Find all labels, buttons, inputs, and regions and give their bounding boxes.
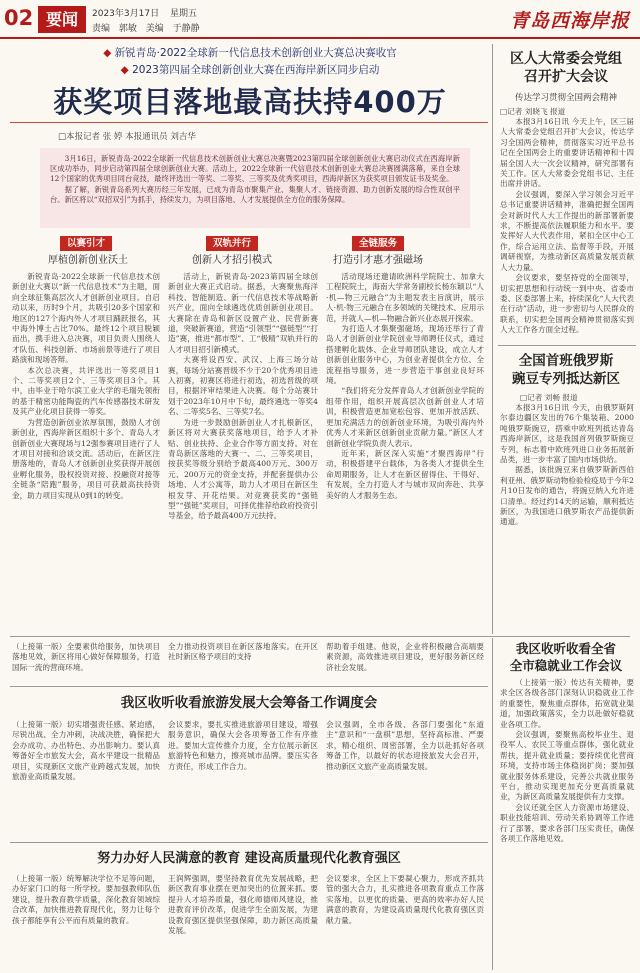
sidebar-title-3: 全国首班俄罗斯 (518, 353, 614, 369)
lead-summary (40, 148, 470, 228)
masthead (0, 0, 640, 38)
masthead-rule (0, 37, 640, 39)
lead-kicker-1: ◆ 新锐青岛·2022全球新一代信息技术创新创业大赛总决赛收官 (103, 47, 397, 59)
lead-headline: 获奖项目落地最高扶持400万 (53, 85, 447, 119)
art-label: 美编 (145, 24, 164, 34)
weekday: 星期五 (169, 9, 197, 19)
issue-date (92, 6, 197, 19)
section-subtitle-1: 厚植创新创业沃土 (48, 255, 128, 266)
sidebar-subtitle: 传达学习贯彻全国两会精神 (514, 93, 617, 103)
sidebar-title-4: 豌豆专列抵达新区 (512, 371, 620, 387)
diamond-icon: ◆ (103, 47, 112, 59)
continued-column-1: （上接第一版）全要素供给服务，加快项目落地见效，新区将用心做好保障服务，打造国际一流的营商环境。 (12, 642, 160, 672)
sidebar-byline: □记者 刘晓飞 报道 (500, 107, 566, 116)
story2-column-1: （上接第一版）切实增强责任感、紧迫感，尽锐出战、全力冲刺，决战决胜，确保把大会办成功、办出特色、办出影响力。要认真筹备好全市旅发大会，高水平建设一批精品项目，实现新区文旅产业跨越式发展，加快旅游业高质量发展。 (12, 720, 160, 782)
editor-name: 郭敏 (118, 24, 137, 34)
lead-divider (10, 122, 488, 123)
section-badge: 要闻 (38, 6, 86, 33)
summary-paragraph: 3月16日，新锐青岛·2022全球新一代信息技术创新创业大赛总决赛暨2023第四届全球创新创业大赛启动仪式在西海岸新区成功举办，同步启动第四届全球创新创业大赛。活动上，2022全球新一代信息技术创新创业大赛总决赛圆满落幕，来自全球12个国家的优秀项目同台竞技，最终评选出一等奖、二等奖、三等奖及优秀奖项目，西海岸新区为获奖项目颁发证书及奖金。 (50, 154, 460, 184)
editor-label: 责编 (92, 24, 111, 34)
section-divider (10, 636, 630, 637)
section-subtitle-2: 创新人才招引模式 (192, 255, 272, 266)
section-tag-2: 双轨并行 (206, 236, 258, 251)
section-tag-3: 全链服务 (352, 236, 404, 251)
story3-headline: 努力办好人民满意的教育 建设高质量现代化教育强区 (97, 851, 401, 866)
section-subtitle-3: 打造引才惠才强磁场 (333, 255, 423, 266)
story2-divider (10, 842, 488, 843)
lead-byline: □本报记者 张 婷 本报通讯员 刘吉华 (58, 132, 196, 142)
story2-headline: 我区收听收看旅游发展大会筹备工作调度会 (120, 695, 378, 711)
lead-column-3: 活动现场还邀请欧洲科学院院士、加拿大工程院院士，海南大学常务副校长杨东颖以“人·机—物三元融合”为主题发表主旨演讲，展示人·机·物三元融合在多领域的关键技术、应用示范，并就人—机—物融合新兴业态展开探索。 为打造人才集聚强磁场，现场还举行了青岛人才创新创业学院创业导师聘任仪式，通过搭建孵化载体、企业导师团队建设，成立人才创新创业服务中心，为创业者提供全方位、全流程指导服务，进一步营造干事创业良好环境。 “我们将充分发挥青岛人才创新创业学院的组带作用，组织开展高层次创新创业人才培训，积极营造更加宽松包容、更加开放活跃、更加充满活力的创新创业环境，为吸引海内外优秀人才来新区创新创业贡献力量。”新区人才创新创业学院负责人表示。 近年来，新区深入实施“才聚西海岸”行动，积极搭建平台载体，为各类人才提供全生命周期服务，让人才在新区留得住、干得好、有发展，全力打造人才与城市双向奔赴、共享美好的人才服务生态。 (326, 272, 484, 500)
sidebar-title-2: 召开扩大会议 (524, 69, 608, 85)
continued-column-3: 帮助着手组建。他说，企业将积极融合高端要素资源，高效推进项目建设，更好服务新区经济社会发展。 (326, 642, 484, 672)
sidebar-byline-2: □记者 刘畅 报道 (520, 393, 578, 402)
diamond-icon: ◆ (120, 64, 129, 76)
date: 2023年3月17日 (92, 9, 160, 19)
story3-column-2: 王润辉强调，要坚持教育优先发展战略，把新区教育事业摆在更加突出的位置来抓。要提升人才培养质量，强化师德师风建设，推进教育评价改革，促进学生全面发展，为建设教育强区提供坚强保障，助力新区高质量发展。 (168, 874, 318, 936)
continued-column-2: 全力推动投资项目在新区落地落实。在开区社时新区格予项目的支持 (168, 642, 318, 662)
section-tag-1: 以赛引才 (60, 236, 112, 251)
sidebar-title-6: 全市稳就业工作会议 (509, 658, 623, 673)
lead-kicker-2: ◆ 2023第四届全球创新创业大赛在西海岸新区同步启动 (120, 64, 380, 76)
sidebar-body-2: 本报3月16日讯 今天，由俄罗斯阿尔泰边疆区发出的76个集装箱、2000吨俄罗斯豌豆，搭乘中欧班列抵达青岛西海岸新区，这是我国首列俄罗斯豌豆专列，标志着中欧班列进口业务拓展新品类，进一步丰富了国内市场供给。 据悉，该批豌豆来自俄罗斯新西伯利亚州、俄罗斯动物检验检疫局于今年2月10日发布的通告，将豌豆纳入允许进口清单。经过约14天的运输，顺利抵达新区，为我国进口俄罗斯农产品提供新通道。 (500, 403, 634, 527)
lead-column-1: 新锐青岛·2022全球新一代信息技术创新创业大赛以“新一代信息技术”为主题，面向全球征集高层次人才创新创业项目。自启动以来，历时9个月，共吸引20多个国家和地区的127个海内外人才项目踊跃报名，其中海外博士占比70%。最终12个项目脱颖而出，携手进入总决赛，项目负责人围绕人才队伍、科技创新、市场前景等进行了项目路演和现场答辩。 本次总决赛，共评选出一等奖项目1个、二等奖项目2个、三等奖项目3个。其中，由毕业于哈尔滨工业大学的毛瑞先领衔的基于精密功能陶瓷的汽车传感器技术研发及其产业化项目获得一等奖。 为营造创新创业浓厚氛围，鼓励人才创新创业，西海岸新区组织十多个、青岛人才创新创业大赛现场与12强参赛项目进行了人才项目对接和洽谈交流。活动后，在新区注册落地的，青岛人才创新创业奖获得开展创业孵化服务，股权投资对接、投融资对接等全链条“陪跑”服务，项目可获最高扶持资金，助力项目实现从0到1的转变。 (12, 272, 160, 500)
sidebar-body: 本报3月16日讯 今天上午，区三届人大常委会党组召开扩大会议，传达学习全国两会精神，贯彻落实习近平总书记在全国两会上的重要讲话精神和十四届全国人大一次会议精神，研究部署有关工作。区人大常委会党组书记、主任出席并讲话。 会议强调，要深入学习领会习近平总书记重要讲话精神，准确把握全国两会对新时代人大工作提出的新部署新要求，不断提高依法履职能力和水平。要发挥好人大代表作用，紧扣全区中心工作，综合运用立法、监督等手段，开展调研视察，为推动新区高质量发展贡献人大力量。 会议要求，要坚持党的全面领导，切实把思想和行动统一到中央、省委市委、区委部署上来，持续深化“人大代表在行动”活动，进一步密切与人民群众的联系，切实把全国两会精神贯彻落实到人大工作各方面全过程。 (500, 117, 634, 335)
art-name: 于静静 (172, 24, 200, 34)
story2-column-3: 会议强调，全市各级、各部门要强化“东道主”意识和“一盘棋”思想，坚持高标准、严要求，精心组织、周密部署，全力以赴抓好各项筹备工作，以最好的状态迎接旅发大会召开，推动新区文旅产业高质量发展。 (326, 720, 484, 771)
story2-column-2: 会议要求，要扎实推进旅游项目建设，增强服务意识，确保大会各项筹备工作有序推进。要加大宣传推介力度，全方位展示新区旅游特色和魅力，擦亮城市品牌。要压实各方责任，形成工作合力。 (168, 720, 318, 771)
summary-paragraph: 据了解，新锐青岛系列大赛历经三年发展，已成为青岛市聚集产业、集聚人才、链接资源、助力创新发展的综合性双创平台。新区将以“双招双引”为抓手，持续发力，为项目落地、人才发展提供全方位的服务保障。 (50, 184, 460, 204)
sidebar-body-3: （上接第一版）传达有关精神，要求全区各级各部门深刻认识稳就业工作的重要性，聚焦重点群体，拓宽就业渠道，加强政策落实，全力以赴做好稳就业各项工作。 会议强调，要聚焦高校毕业生、退役军人、农民工等重点群体，强化就业帮扶，提升就业质量；要持续优化营商环境，支持市场主体稳岗扩岗；要加强就业服务体系建设，完善公共就业服务平台，推动实现更加充分更高质量就业，为新区高质量发展提供有力支撑。 会议还就全区人力资源市场建设、职业技能培训、劳动关系协调等工作进行了部署，要求各部门压实责任，确保各项工作落地见效。 (500, 678, 634, 844)
newspaper-logo: 青岛西海岸报 (509, 10, 630, 32)
editor-credits (92, 21, 200, 34)
sidebar-divider (498, 345, 636, 346)
page-number: 02 (4, 6, 34, 30)
story3-column-1: （上接第一版）统筹解决学位不足等问题，办好家门口的每一所学校。要加强教师队伍建设，提升教育教学质量，深化教育领域综合改革，加快推进教育现代化，努力让每个孩子都能享有公平而有质量的教育。 (12, 874, 160, 925)
column-separator-lower (492, 638, 493, 970)
strip-divider (10, 686, 488, 687)
lead-column-2: 活动上，新锐青岛·2023第四届全球创新创业大赛正式启动。据悉，大赛聚焦海洋科技、智能制造、新一代信息技术等战略新兴产业，面向全球遴选优质创新创业项目。大赛除在青岛和新区设置产业、民营新赛道，突破新赛道，营造“引领型”“强链型”“打造”赛，推进“都市型”、工“极精”双轨并行的人才项目招引新模式。 大赛将设西安、武汉、上海三场分站赛，每场分站赛晋级不少于20个优秀项目进入初赛，初赛区将进行初选，初选晋级的项目，根据评审结果进入决赛。每个分站赛计划于2023年10月中下旬，最终遴选一等奖4名、二等奖5名、三等奖7名。 为进一步鼓励创新创业人才扎根新区，新区将对大赛获奖落地项目，给予人才补贴、创业扶持、企业合作等方面支持。对在青岛新区落地的大赛一、二、三等奖项目，按获奖等级分别给予最高400万元、300万元、200万元的资金支持，并配套提供办公场地、人才公寓等，助力人才项目在新区生根发芽、开花结果。对竞赛获奖的“强链型”“强链”奖项目，可择优推荐给政府投资引导基金，给予最高400万元扶持。 (168, 272, 318, 521)
sidebar-title-1: 区人大常委会党组 (510, 51, 622, 67)
sidebar-title-5: 我区收听收看全省 (515, 641, 616, 656)
column-separator (492, 44, 493, 634)
story3-column-3: 会议要求，全区上下要凝心聚力，形成齐抓共管的强大合力，扎实推进各项教育重点工作落实落地，以更优的质量、更高的效率办好人民满意的教育，为建设高质量现代化教育强区贡献力量。 (326, 874, 484, 925)
